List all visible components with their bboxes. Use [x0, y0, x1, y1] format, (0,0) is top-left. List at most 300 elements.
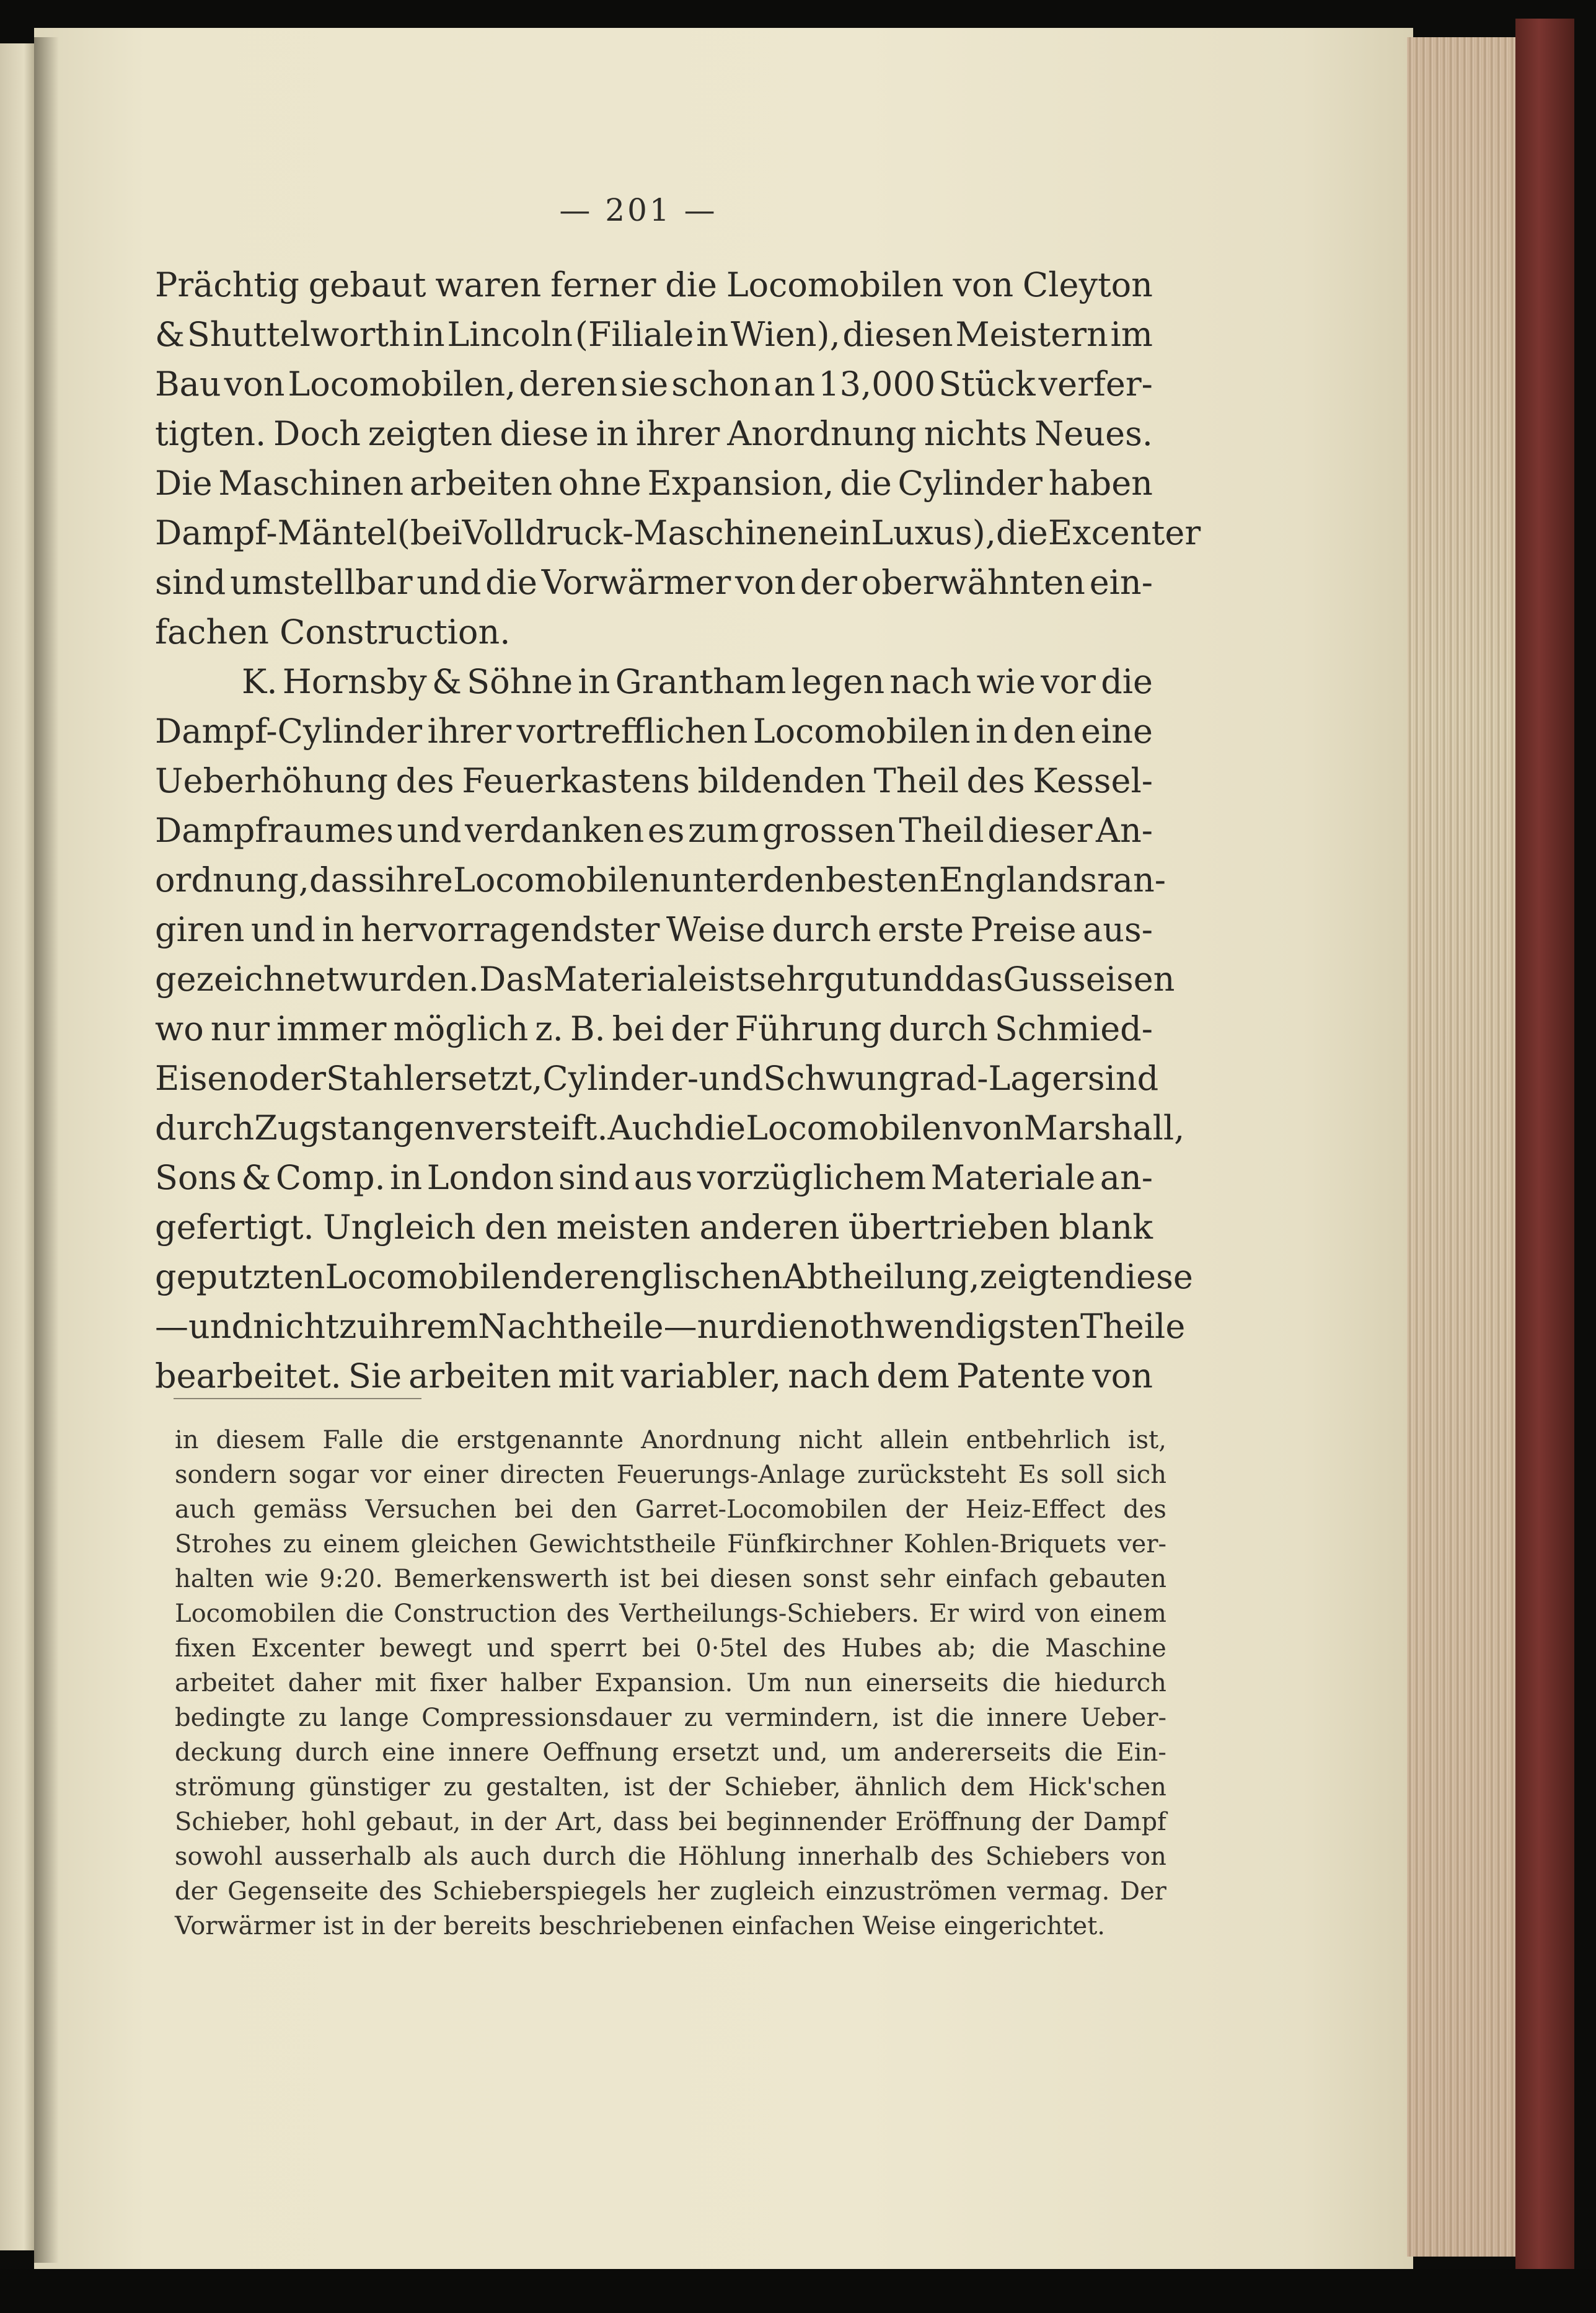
word: Expansion, — [647, 464, 834, 503]
word: An- — [1095, 811, 1153, 850]
word: Luxus), — [871, 513, 997, 552]
word: Garret-Locomobilen — [635, 1495, 888, 1524]
word: die — [1101, 662, 1153, 701]
word: der — [175, 1877, 218, 1906]
word: nur — [210, 1009, 270, 1048]
word: meisten — [556, 1208, 691, 1247]
word: arbeitet — [175, 1669, 275, 1697]
word: bei — [641, 1634, 681, 1663]
word: in — [696, 315, 729, 354]
word: bei — [612, 1009, 664, 1048]
word: blank — [1059, 1208, 1153, 1247]
word: vorzüglichem — [697, 1158, 927, 1197]
word: ist — [707, 960, 749, 999]
word: vermag. — [1007, 1877, 1110, 1906]
word: gebaut, — [366, 1808, 461, 1836]
word: London — [426, 1158, 554, 1197]
word: dass — [612, 1808, 669, 1836]
word: Marshall, — [1023, 1108, 1185, 1148]
footnote — [175, 1423, 1166, 1944]
word: nicht — [253, 1307, 339, 1346]
word: Nachtheile — [478, 1307, 664, 1346]
word: ran- — [1096, 860, 1166, 900]
word: Anordnung — [641, 1426, 782, 1454]
word: Shuttelworth — [187, 315, 410, 354]
word: um — [840, 1738, 881, 1767]
word: und — [188, 1307, 254, 1346]
body-line — [155, 1103, 1185, 1153]
word: dass — [309, 860, 386, 900]
word: die — [935, 1704, 974, 1732]
word: Oeffnung — [542, 1738, 659, 1767]
word: vermindern, — [725, 1704, 880, 1732]
footnote-line — [175, 1666, 1166, 1700]
word: Compressionsdauer — [421, 1704, 672, 1732]
word: erste — [877, 910, 964, 949]
word: einer — [423, 1461, 488, 1489]
body-line — [155, 260, 1153, 310]
word: nach — [889, 662, 972, 701]
word: die — [840, 464, 892, 503]
word: Feuerkastens — [462, 761, 690, 800]
word: verdanken — [465, 811, 645, 850]
word: diesem — [216, 1426, 306, 1454]
word: Fünfkirchner — [727, 1530, 893, 1559]
word: Dampf — [1083, 1808, 1166, 1836]
word: ersetzt — [672, 1738, 759, 1767]
footnote-line — [175, 1805, 1166, 1839]
word: umstellbar — [230, 563, 413, 602]
word: Zugstangen — [254, 1108, 456, 1148]
word: einem — [1090, 1599, 1166, 1628]
word: dem — [960, 1773, 1015, 1802]
word: die — [665, 265, 717, 304]
word: Schwungrad-Lager — [763, 1059, 1088, 1098]
word: Strohes — [175, 1530, 272, 1559]
word: Schiebers — [985, 1842, 1110, 1871]
word: ferner — [550, 265, 656, 304]
word: mit — [558, 1356, 614, 1395]
word: und, — [772, 1738, 828, 1767]
footnote-line — [175, 1700, 1166, 1735]
footnote-line — [175, 1839, 1166, 1874]
word: der — [1031, 1808, 1074, 1836]
word: — — [155, 1307, 188, 1346]
word: übertrieben — [848, 1208, 1051, 1247]
word: gebauten — [1048, 1565, 1166, 1593]
word: aus — [633, 1158, 693, 1197]
word: 13,000 — [818, 365, 936, 404]
word: die — [485, 563, 537, 602]
word: nichts — [924, 414, 1028, 453]
word: der — [671, 1009, 728, 1048]
word: K. — [242, 662, 278, 701]
word: Eisen — [155, 1059, 249, 1098]
word: in — [596, 414, 628, 453]
word: Hubes — [841, 1634, 922, 1663]
word: wurden. — [339, 960, 479, 999]
word: fixen — [175, 1634, 236, 1663]
word: und — [417, 563, 482, 602]
word: 9:20. — [319, 1565, 383, 1593]
word: versteift. — [455, 1108, 608, 1148]
word: Hick'schen — [1028, 1773, 1166, 1802]
word: Anordnung — [727, 414, 917, 453]
word: unter — [670, 860, 763, 900]
word: Ueber- — [1080, 1704, 1166, 1732]
word: des — [966, 761, 1025, 800]
word: an- — [1100, 1158, 1153, 1197]
word: immer — [276, 1009, 387, 1048]
body-line — [155, 657, 1153, 707]
word: Der — [1120, 1877, 1166, 1906]
word: Locomobilen — [746, 1108, 963, 1148]
word: verfer- — [1038, 365, 1153, 404]
word: haben — [1048, 464, 1153, 503]
footnote-line — [175, 1735, 1166, 1770]
word: Höhlung — [677, 1842, 787, 1871]
word: (bei — [397, 513, 462, 552]
word: Bemerkenswerth — [394, 1565, 609, 1593]
word: des — [395, 761, 454, 800]
word: gestalten, — [486, 1773, 611, 1802]
word: Schieber, — [175, 1808, 292, 1836]
body-line — [155, 1351, 1153, 1401]
word: sehr — [749, 960, 824, 999]
word: Theil — [899, 811, 984, 850]
word: das — [944, 960, 1003, 999]
word: in — [578, 662, 611, 701]
word: Falle — [322, 1426, 384, 1454]
word: & — [155, 315, 185, 354]
word: gemäss — [253, 1495, 348, 1524]
word: ihrer — [427, 712, 512, 751]
word: hiedurch — [1054, 1669, 1166, 1697]
word: die — [694, 1108, 746, 1148]
word: ver- — [1118, 1530, 1166, 1559]
word: von — [953, 265, 1014, 304]
word: sie — [620, 365, 669, 404]
word: die — [996, 513, 1048, 552]
word: Theile — [1080, 1307, 1186, 1346]
word: einfach — [945, 1565, 1038, 1593]
word: Söhne — [467, 662, 573, 701]
word: diese — [500, 414, 589, 453]
word: giren — [155, 910, 245, 949]
word: sehr — [880, 1565, 935, 1593]
word: arbeiten — [408, 1356, 552, 1395]
word: gut — [823, 960, 880, 999]
word: halten — [175, 1565, 254, 1593]
word: Vorwärmer — [541, 563, 731, 602]
word: einerseits — [865, 1669, 989, 1697]
word: auch — [470, 1842, 531, 1871]
word: die — [345, 1599, 384, 1628]
word: nun — [804, 1669, 852, 1697]
word: Stahl — [326, 1059, 415, 1098]
word: bedingte — [175, 1704, 286, 1732]
word: in — [975, 712, 1008, 751]
word: Wien), — [730, 315, 840, 354]
word: die — [627, 1842, 666, 1871]
word: Gegenseite — [227, 1877, 369, 1906]
word: des — [782, 1634, 826, 1663]
word: 0·5tel — [695, 1634, 768, 1663]
word: zum — [687, 811, 759, 850]
word: ist — [892, 1704, 924, 1732]
body-line — [155, 409, 1153, 459]
word: in — [412, 315, 445, 354]
word: Bau — [155, 365, 221, 404]
word: und — [397, 811, 462, 850]
word: ausserhalb — [274, 1842, 412, 1871]
word: von — [224, 365, 285, 404]
word: sowohl — [175, 1842, 263, 1871]
word: es — [647, 811, 685, 850]
body-line — [155, 856, 1166, 905]
footnote-line — [175, 1492, 1166, 1527]
footnote-line — [175, 1596, 1166, 1631]
word: dem — [876, 1356, 950, 1395]
word: Neues. — [1034, 414, 1153, 453]
body-line — [155, 508, 1201, 558]
word: Vertheilungs-Schiebers. — [619, 1599, 920, 1628]
word: gezeichnet — [155, 960, 340, 999]
page-number: — 201 — — [559, 192, 718, 228]
word: und — [880, 960, 945, 999]
word: Materiale — [543, 960, 708, 999]
footnote-line — [175, 1874, 1166, 1909]
word: hervorragendster — [360, 910, 660, 949]
word: daher — [288, 1669, 361, 1697]
word: bildenden — [697, 761, 866, 800]
body-line — [155, 1054, 1159, 1103]
body-line — [155, 905, 1153, 955]
word: gebaut — [308, 265, 426, 304]
word: die — [1002, 1669, 1041, 1697]
word: eine — [1080, 712, 1153, 751]
word: den — [1013, 712, 1076, 751]
word: als — [423, 1842, 459, 1871]
word: arbeiten — [409, 464, 553, 503]
word: der — [503, 1808, 547, 1836]
word: Dampf-Cylinder — [155, 712, 423, 751]
word: zeigten — [368, 414, 493, 453]
word: mit — [374, 1669, 417, 1697]
word: von — [1035, 1599, 1080, 1628]
word: tigten. — [155, 414, 267, 453]
word: Führung — [734, 1009, 882, 1048]
footnote-line — [175, 1562, 1166, 1596]
word: bewegt — [379, 1634, 472, 1663]
word: Locomobilen — [726, 265, 944, 304]
word: Dampf-Mäntel — [155, 513, 397, 552]
word: günstiger — [309, 1773, 430, 1802]
word: Ein- — [1116, 1738, 1166, 1767]
word: Meistern — [955, 315, 1108, 354]
word: innere — [448, 1738, 530, 1767]
word: in — [322, 910, 355, 949]
word: Grantham — [615, 662, 787, 701]
word: sondern — [175, 1461, 277, 1489]
word: Ueberhöhung — [155, 761, 388, 800]
word: wie — [265, 1565, 309, 1593]
word: wird — [968, 1599, 1026, 1628]
word: Das — [478, 960, 544, 999]
word: Um — [746, 1669, 791, 1697]
word: Kessel- — [1033, 761, 1153, 800]
word: deckung — [175, 1738, 283, 1767]
word: durch — [542, 1842, 616, 1871]
word: waren — [435, 265, 542, 304]
word: in — [470, 1808, 495, 1836]
word: sind — [1087, 1059, 1159, 1098]
word: Cylinder — [897, 464, 1043, 503]
word: Prächtig — [155, 265, 299, 304]
word: von — [1092, 1356, 1153, 1395]
word: Cylinder- — [542, 1059, 699, 1098]
word: einzuströmen — [825, 1877, 997, 1906]
word: englischen — [599, 1257, 783, 1296]
body-line — [155, 1203, 1153, 1252]
word: Excenter — [1047, 513, 1201, 552]
footnote-line — [175, 1457, 1166, 1492]
body-line — [155, 806, 1153, 856]
word: die — [400, 1426, 439, 1454]
word: nicht — [798, 1426, 863, 1454]
body-line — [155, 1004, 1153, 1054]
word: die — [991, 1634, 1030, 1663]
word: ist — [619, 1565, 650, 1593]
word: Es — [1018, 1461, 1049, 1489]
word: fixer — [430, 1669, 487, 1697]
word: Schieberspiegels — [432, 1877, 647, 1906]
body-line — [155, 1153, 1153, 1203]
body-line — [155, 1302, 1186, 1351]
word: Stück — [938, 365, 1036, 404]
word: gefertigt. — [155, 1208, 314, 1247]
word: ab; — [937, 1634, 977, 1663]
word: her — [657, 1877, 700, 1906]
word: ersetzt, — [414, 1059, 543, 1098]
word: innere — [986, 1704, 1068, 1732]
word: an — [774, 365, 816, 404]
word: von — [735, 563, 796, 602]
word: bei — [514, 1495, 553, 1524]
word: Materiale — [930, 1158, 1096, 1197]
word: der — [668, 1773, 711, 1802]
word: vortrefflichen — [516, 712, 748, 751]
word: directen — [500, 1461, 605, 1489]
word: des — [379, 1877, 423, 1906]
word: soll — [1060, 1461, 1104, 1489]
word: deren — [519, 365, 618, 404]
body-line — [155, 756, 1153, 806]
word: Versuchen — [365, 1495, 497, 1524]
word: Gewichtstheile — [529, 1530, 716, 1559]
word: den — [484, 1208, 548, 1247]
word: Lincoln — [447, 315, 573, 354]
word: von — [963, 1108, 1024, 1148]
word: durch — [155, 1108, 255, 1148]
word: der — [905, 1495, 948, 1524]
word: möglich — [393, 1009, 529, 1048]
word: Heiz-Effect — [965, 1495, 1106, 1524]
word: beginnender — [726, 1808, 886, 1836]
word: vor — [1041, 662, 1096, 701]
word: halber — [500, 1669, 581, 1697]
word: allein — [879, 1426, 949, 1454]
word: erstgenannte — [456, 1426, 624, 1454]
word: andererseits — [893, 1738, 1052, 1767]
word: anderen — [699, 1208, 840, 1247]
word: ein — [819, 513, 871, 552]
word: sperrt — [550, 1634, 627, 1663]
word: ist, — [1127, 1426, 1166, 1454]
word: Locomobilen — [752, 712, 971, 751]
word: einem — [323, 1530, 400, 1559]
word: dieser — [987, 811, 1093, 850]
word: Dampfraumes — [155, 811, 394, 850]
word: & — [431, 662, 462, 701]
word: Locomobilen — [175, 1599, 336, 1628]
word: zu — [298, 1704, 327, 1732]
word: in — [175, 1426, 199, 1454]
word: zu — [684, 1704, 713, 1732]
word: ordnung, — [155, 860, 309, 900]
word: der — [542, 1257, 600, 1296]
word: diesen — [710, 1565, 792, 1593]
body-line — [155, 955, 1175, 1004]
word: diese — [1104, 1257, 1193, 1296]
word: Maschine — [1045, 1634, 1166, 1663]
word: hohl — [301, 1808, 356, 1836]
word: im — [1110, 315, 1153, 354]
body-line — [155, 558, 1153, 608]
word: Locomobilen — [325, 1257, 543, 1296]
word: Abtheilung, — [782, 1257, 980, 1296]
word: von — [1121, 1842, 1166, 1871]
word: Die — [155, 464, 213, 503]
word: zeigten — [979, 1257, 1104, 1296]
word: aus- — [1083, 910, 1153, 949]
word: den — [762, 860, 826, 900]
word: und — [487, 1634, 535, 1663]
word: (Filiale — [575, 315, 694, 354]
word: entbehrlich — [966, 1426, 1111, 1454]
word: legen — [791, 662, 885, 701]
word: grossen — [762, 811, 896, 850]
word: Auch — [607, 1108, 694, 1148]
word: diesen — [842, 315, 953, 354]
word: variabler, — [620, 1356, 782, 1395]
word: Englands — [938, 860, 1097, 900]
word: sich — [1116, 1461, 1166, 1489]
footnote-line: Vorwärmer ist in der bereits beschriebenen einfachen Weise eingerichtet. — [175, 1912, 1106, 1940]
word: durch — [888, 1009, 988, 1048]
word: nothwendigsten — [808, 1307, 1081, 1346]
word: zu — [443, 1773, 473, 1802]
word: sind — [558, 1158, 630, 1197]
body-line — [155, 459, 1153, 508]
footnote-line — [175, 1770, 1166, 1805]
word: Hornsby — [282, 662, 427, 701]
word: innerhalb — [798, 1842, 919, 1871]
body-line — [155, 1252, 1193, 1302]
word: Sie — [348, 1356, 402, 1395]
word: Locomobilen, — [288, 365, 516, 404]
word: ein- — [1089, 563, 1153, 602]
